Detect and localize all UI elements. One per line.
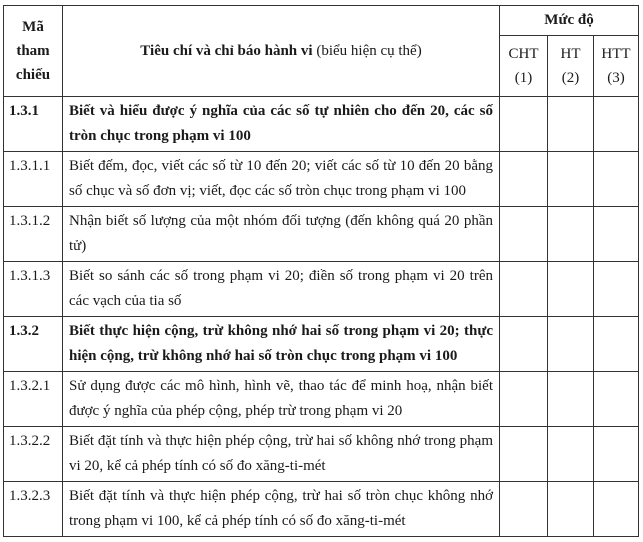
- row-code: 1.3.2: [4, 317, 63, 372]
- row-description: Biết đặt tính và thực hiện phép cộng, trừ hai số không nhớ trong phạm vi 20, kể cả phép tính có số đo xăng-ti-mét: [63, 427, 500, 482]
- cht-cell[interactable]: [500, 152, 548, 207]
- ht-cell[interactable]: [548, 427, 594, 482]
- row-description: Biết đặt tính và thực hiện phép cộng, trừ hai số tròn chục không nhớ trong phạm vi 100, kể cả phép tính có số đo xăng-ti-mét: [63, 482, 500, 537]
- level-number: (1): [514, 70, 533, 86]
- level-header: Mức độ: [500, 6, 639, 36]
- ht-cell[interactable]: [548, 317, 594, 372]
- level-header-ht: [548, 36, 594, 97]
- cht-cell[interactable]: [500, 97, 548, 152]
- htt-cell[interactable]: [594, 317, 639, 372]
- row-code: 1.3.1: [4, 97, 63, 152]
- level-header-htt: [594, 36, 639, 97]
- htt-cell[interactable]: [594, 372, 639, 427]
- criteria-header-bold: Tiêu chí và chỉ báo hành vi: [140, 42, 313, 59]
- level-name: HT: [560, 46, 581, 62]
- cht-cell[interactable]: [500, 372, 548, 427]
- row-description: Sử dụng được các mô hình, hình vẽ, thao tác để minh hoạ, nhận biết được ý nghĩa của phép cộng, phép trừ trong phạm vi 20: [63, 372, 500, 427]
- row-code: 1.3.2.2: [4, 427, 63, 482]
- cht-cell[interactable]: [500, 427, 548, 482]
- row-code: 1.3.2.1: [4, 372, 63, 427]
- row-code: 1.3.1.2: [4, 207, 63, 262]
- row-description: Biết đếm, đọc, viết các số từ 10 đến 20; viết các số từ 10 đến 20 bằng số chục và số đơn vị; viết, đọc các số tròn chục trong phạm vi 100: [63, 152, 500, 207]
- cht-cell[interactable]: [500, 207, 548, 262]
- level-number: (3): [607, 70, 625, 86]
- row-description: Nhận biết số lượng của một nhóm đối tượng (đến không quá 20 phần tử): [63, 207, 500, 262]
- htt-cell[interactable]: [594, 207, 639, 262]
- ht-cell[interactable]: [548, 372, 594, 427]
- table-row: [4, 372, 639, 427]
- row-code: 1.3.1.3: [4, 262, 63, 317]
- ht-cell[interactable]: [548, 97, 594, 152]
- criteria-header: [63, 6, 500, 97]
- criteria-header-note: (biểu hiện cụ thể): [312, 42, 422, 59]
- row-code: 1.3.2.3: [4, 482, 63, 537]
- table-row: [4, 97, 639, 152]
- row-code: 1.3.1.1: [4, 152, 63, 207]
- htt-cell[interactable]: [594, 152, 639, 207]
- cht-cell[interactable]: [500, 262, 548, 317]
- htt-cell[interactable]: [594, 427, 639, 482]
- htt-cell[interactable]: [594, 482, 639, 537]
- table-row: [4, 262, 639, 317]
- table-row: [4, 317, 639, 372]
- table-row: [4, 207, 639, 262]
- row-description: Biết và hiểu được ý nghĩa của các số tự nhiên cho đến 20, các số tròn chục trong phạm vi 100: [63, 97, 500, 152]
- level-header-cht: [500, 36, 548, 97]
- level-name: CHT: [508, 46, 539, 62]
- level-number: (2): [561, 70, 580, 86]
- ht-cell[interactable]: [548, 207, 594, 262]
- table-row: [4, 152, 639, 207]
- cht-cell[interactable]: [500, 317, 548, 372]
- htt-cell[interactable]: [594, 97, 639, 152]
- criteria-table: [3, 5, 639, 537]
- row-description: Biết so sánh các số trong phạm vi 20; điền số trong phạm vi 20 trên các vạch của tia số: [63, 262, 500, 317]
- cht-cell[interactable]: [500, 482, 548, 537]
- code-header: Mã tham chiếu: [4, 6, 63, 97]
- ht-cell[interactable]: [548, 152, 594, 207]
- ht-cell[interactable]: [548, 262, 594, 317]
- ht-cell[interactable]: [548, 482, 594, 537]
- htt-cell[interactable]: [594, 262, 639, 317]
- table-row: [4, 482, 639, 537]
- row-description: Biết thực hiện cộng, trừ không nhớ hai số trong phạm vi 20; thực hiện cộng, trừ không nhớ hai số tròn chục trong phạm vi 100: [63, 317, 500, 372]
- level-name: HTT: [601, 46, 631, 62]
- table-row: [4, 427, 639, 482]
